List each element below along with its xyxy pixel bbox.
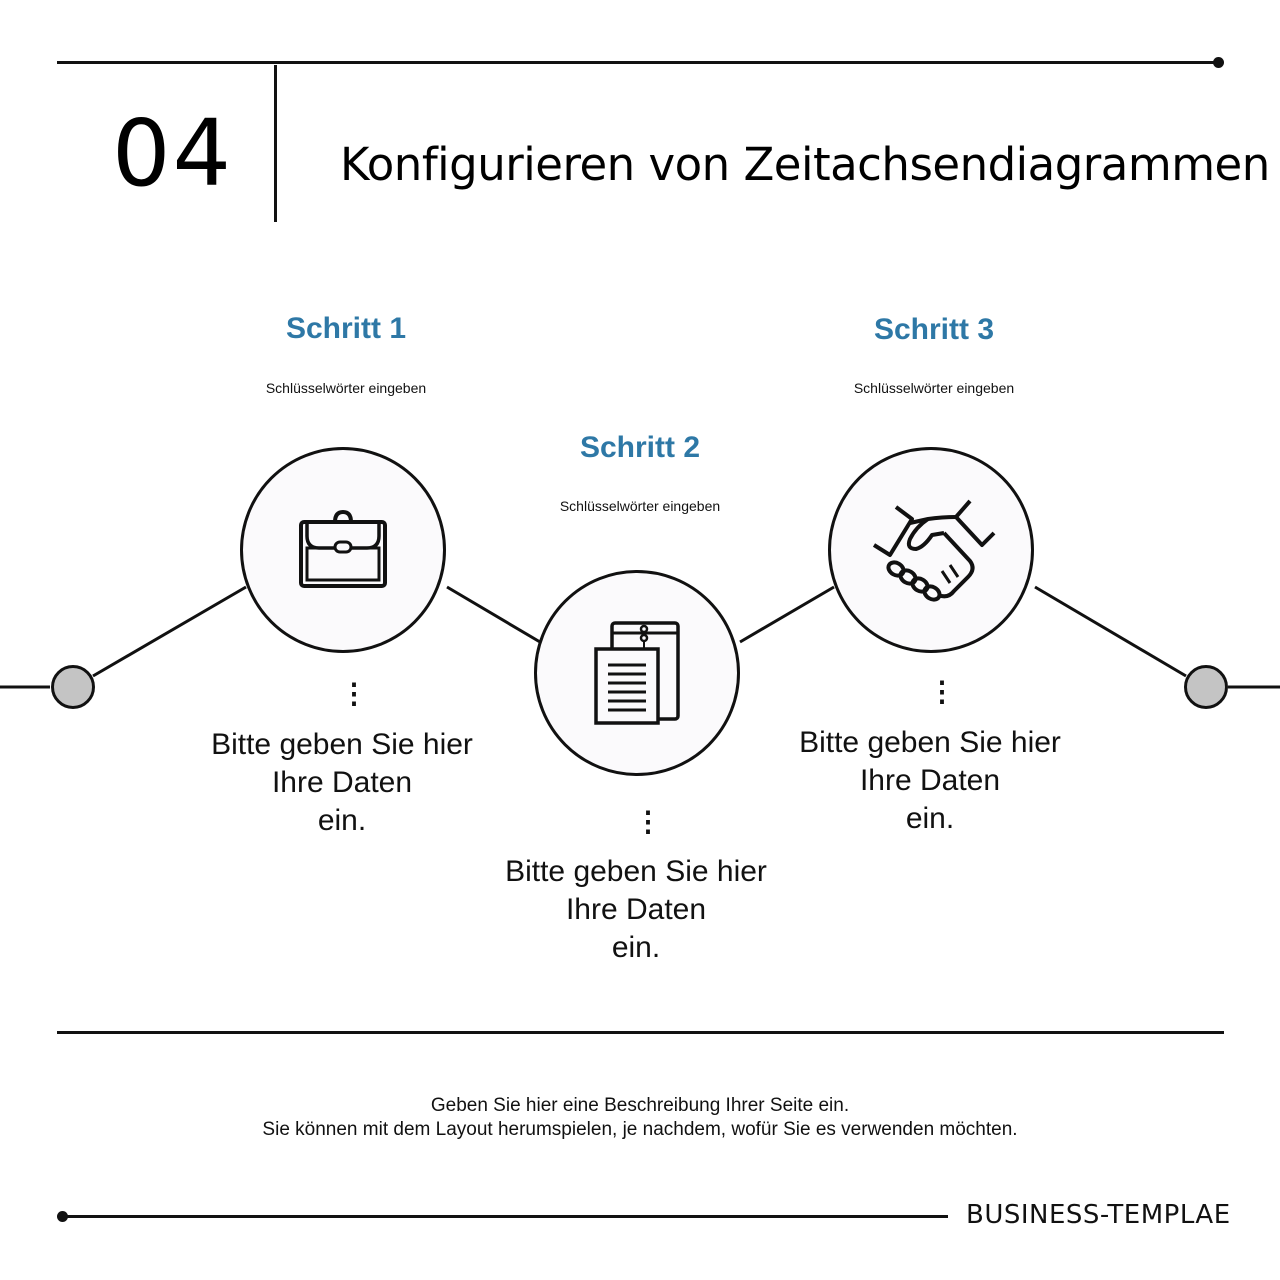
step-3-title: Schritt 3: [873, 313, 995, 346]
page-title: Konfigurieren von Zeitachsendiagrammen: [340, 138, 1270, 191]
step-1-subtitle: Schlüsselwörter eingeben: [265, 380, 427, 396]
briefcase-icon: [295, 508, 391, 592]
step-3-body-line-3: ein.: [905, 802, 955, 835]
step-2-subtitle: Schlüsselwörter eingeben: [559, 498, 721, 514]
step-1-title: Schritt 1: [285, 312, 407, 345]
documents-envelope-icon: [592, 621, 682, 725]
description-line-1: Geben Sie hier eine Beschreibung Ihrer Seite ein.: [430, 1095, 850, 1116]
step-3-dots: ⋮: [928, 676, 956, 707]
step-2-body-line-1: Bitte geben Sie hier: [505, 855, 767, 888]
step-2-body-line-3: ein.: [611, 931, 661, 964]
step-3-body-line-1: Bitte geben Sie hier: [799, 726, 1061, 759]
step-1-body-line-3: ein.: [317, 804, 367, 837]
step-2-circle: [534, 570, 740, 776]
step-1-circle: [240, 447, 446, 653]
step-1-dots: ⋮: [340, 678, 368, 709]
bottom-divider: [57, 1031, 1224, 1034]
step-3-body: [770, 724, 1090, 838]
step-2-title: Schritt 2: [579, 431, 701, 464]
timeline-start-node: [51, 665, 95, 709]
step-3-subtitle: Schlüsselwörter eingeben: [853, 380, 1015, 396]
step-1-body-line-2: Ihre Daten: [271, 766, 413, 799]
step-1-body: [182, 726, 502, 840]
step-3-body-line-2: Ihre Daten: [859, 764, 1001, 797]
step-3-circle: [828, 447, 1034, 653]
footer-brand: BUSINESS-TEMPLAE: [966, 1200, 1231, 1230]
description-line-2: Sie können mit dem Layout herumspielen, je nachdem, wofür Sie es verwenden möchten.: [262, 1119, 1018, 1140]
footer-rule: [62, 1215, 948, 1218]
step-2-dots: ⋮: [634, 806, 662, 837]
step-2-body: [476, 853, 796, 967]
handshake-icon: [866, 495, 996, 605]
step-2-body-line-2: Ihre Daten: [565, 893, 707, 926]
page-description: [0, 1094, 1280, 1142]
timeline-end-node: [1184, 665, 1228, 709]
step-1-body-line-1: Bitte geben Sie hier: [211, 728, 473, 761]
section-number: 04: [112, 100, 234, 207]
